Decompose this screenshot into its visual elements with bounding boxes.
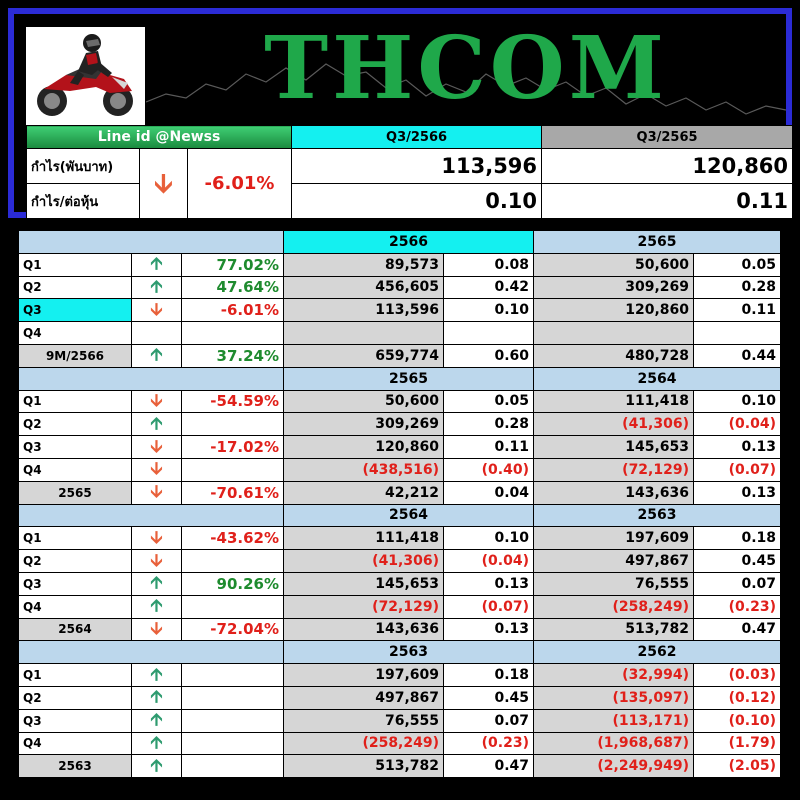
table-row: [19, 458, 781, 481]
table-row: [19, 276, 781, 299]
row-change-pct: -70.61%: [182, 481, 284, 504]
quarterly-table: [18, 230, 781, 778]
row-arrow: [132, 299, 182, 322]
arrow-down-icon: 🡫: [150, 550, 163, 571]
row-profit-a: 309,269: [284, 413, 444, 436]
arrow-up-icon: 🡩: [150, 732, 163, 753]
section-header: [19, 231, 781, 254]
row-profit-a: [284, 322, 444, 345]
row-label: Q2: [19, 686, 132, 709]
section-header-blank: [19, 231, 284, 254]
row-eps-a: 0.10: [444, 299, 534, 322]
row-label: Q2: [19, 413, 132, 436]
section-year-a: 2566: [284, 231, 534, 254]
row-eps-b: 0.05: [694, 253, 781, 276]
row-change-pct: [182, 550, 284, 573]
row-eps-a: 0.05: [444, 390, 534, 413]
brand-title-text: THCOM: [264, 17, 668, 119]
row-eps-a: 0.47: [444, 755, 534, 778]
row-arrow: [132, 344, 182, 367]
row-label: Q1: [19, 664, 132, 687]
table-row: [19, 550, 781, 573]
row-profit-a: (438,516): [284, 458, 444, 481]
table-row: [19, 390, 781, 413]
profit-previous: 120,860: [542, 149, 793, 184]
summary-col-current: Q3/2566: [292, 126, 542, 149]
row-profit-a: 120,860: [284, 436, 444, 459]
row-label: Q3: [19, 436, 132, 459]
row-profit-b: (72,129): [534, 458, 694, 481]
row-profit-b: 145,653: [534, 436, 694, 459]
row-profit-a: 145,653: [284, 572, 444, 595]
arrow-up-icon: 🡩: [150, 664, 163, 685]
row-eps-a: 0.11: [444, 436, 534, 459]
line-id-label: Line id @Newss: [27, 126, 292, 149]
row-profit-a: (258,249): [284, 732, 444, 755]
row-profit-b: 197,609: [534, 527, 694, 550]
table-row: [19, 664, 781, 687]
row-change-pct: [182, 458, 284, 481]
row-arrow: [132, 436, 182, 459]
arrow-down-icon: 🡫: [150, 618, 163, 639]
row-profit-b: 480,728: [534, 344, 694, 367]
row-eps-b: (0.07): [694, 458, 781, 481]
table-row: [19, 709, 781, 732]
section-year-b: 2564: [534, 367, 781, 390]
summary-col-previous: Q3/2565: [542, 126, 793, 149]
row-eps-b: (0.04): [694, 413, 781, 436]
arrow-down-icon: 🡫: [150, 436, 163, 457]
row-change-pct: [182, 413, 284, 436]
table-row: [19, 344, 781, 367]
row-eps-a: (0.40): [444, 458, 534, 481]
eps-current: 0.10: [292, 184, 542, 219]
row-eps-b: (0.03): [694, 664, 781, 687]
row-arrow: [132, 481, 182, 504]
arrow-down-icon: 🡫: [150, 299, 163, 320]
row-profit-b: (32,994): [534, 664, 694, 687]
row-eps-b: 0.11: [694, 299, 781, 322]
row-arrow: [132, 276, 182, 299]
row-eps-b: 0.13: [694, 481, 781, 504]
arrow-up-icon: 🡩: [150, 345, 163, 366]
table-row: [19, 595, 781, 618]
row-arrow: [132, 618, 182, 641]
section-header: [19, 367, 781, 390]
row-eps-b: 0.28: [694, 276, 781, 299]
row-profit-a: 89,573: [284, 253, 444, 276]
row-profit-a: (72,129): [284, 595, 444, 618]
table-row: [19, 253, 781, 276]
row-profit-b: (258,249): [534, 595, 694, 618]
row-arrow: [132, 732, 182, 755]
row-label: Q3: [19, 299, 132, 322]
row-eps-a: 0.10: [444, 527, 534, 550]
row-arrow: [132, 253, 182, 276]
section-year-b: 2565: [534, 231, 781, 254]
arrow-down-icon: 🡫: [150, 459, 163, 480]
row-label: 2564: [19, 618, 132, 641]
table-row: [19, 732, 781, 755]
row-profit-b: 309,269: [534, 276, 694, 299]
table-row: [19, 755, 781, 778]
table-row: [19, 618, 781, 641]
row-label: Q4: [19, 458, 132, 481]
row-eps-b: [694, 322, 781, 345]
section-year-b: 2562: [534, 641, 781, 664]
row-arrow: [132, 322, 182, 345]
summary-arrow: [140, 149, 188, 219]
header-panel: [8, 8, 792, 218]
row-eps-b: 0.44: [694, 344, 781, 367]
row-profit-b: [534, 322, 694, 345]
row-label: Q3: [19, 709, 132, 732]
row-profit-b: 513,782: [534, 618, 694, 641]
row-profit-b: 76,555: [534, 572, 694, 595]
arrow-down-icon: 🡫: [150, 527, 163, 548]
section-header-blank: [19, 367, 284, 390]
row-profit-a: 50,600: [284, 390, 444, 413]
row-profit-b: (41,306): [534, 413, 694, 436]
arrow-up-icon: 🡩: [150, 755, 163, 776]
arrow-up-icon: 🡩: [150, 276, 163, 297]
row-change-pct: 37.24%: [182, 344, 284, 367]
row-label: Q4: [19, 595, 132, 618]
row-label: 2563: [19, 755, 132, 778]
row-eps-a: 0.13: [444, 618, 534, 641]
row-profit-a: 143,636: [284, 618, 444, 641]
row-eps-b: (2.05): [694, 755, 781, 778]
row-arrow: [132, 572, 182, 595]
table-row: [19, 481, 781, 504]
row-profit-b: (135,097): [534, 686, 694, 709]
row-change-pct: -72.04%: [182, 618, 284, 641]
row-arrow: [132, 550, 182, 573]
row-change-pct: -54.59%: [182, 390, 284, 413]
arrow-up-icon: 🡩: [150, 687, 163, 708]
row-eps-a: 0.08: [444, 253, 534, 276]
profit-label: กำไร(พันบาท): [27, 149, 140, 184]
arrow-up-icon: 🡩: [150, 413, 163, 434]
section-header-blank: [19, 641, 284, 664]
row-eps-b: (0.10): [694, 709, 781, 732]
eps-label: กำไร/ต่อหุ้น: [27, 184, 140, 219]
row-arrow: [132, 686, 182, 709]
row-eps-a: 0.04: [444, 481, 534, 504]
eps-previous: 0.11: [542, 184, 793, 219]
row-change-pct: -6.01%: [182, 299, 284, 322]
arrow-up-icon: 🡩: [150, 254, 163, 275]
row-profit-a: 513,782: [284, 755, 444, 778]
row-eps-a: 0.60: [444, 344, 534, 367]
row-eps-a: (0.04): [444, 550, 534, 573]
row-arrow: [132, 664, 182, 687]
row-change-pct: -17.02%: [182, 436, 284, 459]
row-change-pct: [182, 664, 284, 687]
row-eps-b: 0.47: [694, 618, 781, 641]
row-label: Q4: [19, 732, 132, 755]
row-change-pct: [182, 732, 284, 755]
row-profit-b: 111,418: [534, 390, 694, 413]
section-header: [19, 504, 781, 527]
profit-current: 113,596: [292, 149, 542, 184]
row-profit-a: 76,555: [284, 709, 444, 732]
motorcycle-rider-logo: [26, 27, 145, 125]
table-row: [19, 413, 781, 436]
row-profit-a: 111,418: [284, 527, 444, 550]
row-change-pct: [182, 709, 284, 732]
row-eps-b: 0.07: [694, 572, 781, 595]
row-profit-a: 42,212: [284, 481, 444, 504]
row-label: 2565: [19, 481, 132, 504]
arrow-down-icon: 🡫: [150, 390, 163, 411]
section-year-b: 2563: [534, 504, 781, 527]
row-arrow: [132, 390, 182, 413]
table-row: [19, 527, 781, 550]
row-eps-a: (0.07): [444, 595, 534, 618]
table-row: [19, 299, 781, 322]
row-label: Q1: [19, 390, 132, 413]
row-profit-b: 120,860: [534, 299, 694, 322]
row-eps-b: (0.12): [694, 686, 781, 709]
row-eps-a: [444, 322, 534, 345]
table-row: [19, 686, 781, 709]
section-year-a: 2565: [284, 367, 534, 390]
row-label: 9M/2566: [19, 344, 132, 367]
table-row: [19, 436, 781, 459]
row-arrow: [132, 709, 182, 732]
summary-change-pct: -6.01%: [188, 149, 292, 219]
row-eps-a: 0.28: [444, 413, 534, 436]
section-header: [19, 641, 781, 664]
row-change-pct: 47.64%: [182, 276, 284, 299]
row-profit-b: (1,968,687): [534, 732, 694, 755]
row-profit-b: 50,600: [534, 253, 694, 276]
row-eps-a: 0.07: [444, 709, 534, 732]
row-arrow: [132, 527, 182, 550]
row-change-pct: 77.02%: [182, 253, 284, 276]
row-label: Q3: [19, 572, 132, 595]
row-label: Q2: [19, 550, 132, 573]
row-change-pct: [182, 322, 284, 345]
arrow-down-icon: 🡫: [154, 168, 173, 199]
section-header-blank: [19, 504, 284, 527]
row-eps-b: 0.13: [694, 436, 781, 459]
row-profit-a: 197,609: [284, 664, 444, 687]
row-eps-b: 0.10: [694, 390, 781, 413]
section-year-a: 2563: [284, 641, 534, 664]
row-label: Q1: [19, 253, 132, 276]
row-eps-b: (0.23): [694, 595, 781, 618]
row-profit-a: 456,605: [284, 276, 444, 299]
row-change-pct: [182, 686, 284, 709]
table-row: [19, 572, 781, 595]
row-profit-a: 113,596: [284, 299, 444, 322]
row-eps-b: 0.45: [694, 550, 781, 573]
row-arrow: [132, 595, 182, 618]
row-eps-a: (0.23): [444, 732, 534, 755]
arrow-up-icon: 🡩: [150, 573, 163, 594]
table-row: [19, 322, 781, 345]
arrow-down-icon: 🡫: [150, 482, 163, 503]
row-eps-b: (1.79): [694, 732, 781, 755]
section-year-a: 2564: [284, 504, 534, 527]
row-eps-a: 0.42: [444, 276, 534, 299]
row-profit-b: (2,249,949): [534, 755, 694, 778]
row-arrow: [132, 755, 182, 778]
row-arrow: [132, 458, 182, 481]
arrow-up-icon: 🡩: [150, 596, 163, 617]
row-eps-a: 0.45: [444, 686, 534, 709]
row-label: Q4: [19, 322, 132, 345]
row-profit-b: 143,636: [534, 481, 694, 504]
row-arrow: [132, 413, 182, 436]
row-change-pct: -43.62%: [182, 527, 284, 550]
row-eps-a: 0.13: [444, 572, 534, 595]
row-label: Q1: [19, 527, 132, 550]
summary-table: [26, 125, 793, 219]
row-profit-b: 497,867: [534, 550, 694, 573]
row-profit-a: (41,306): [284, 550, 444, 573]
arrow-up-icon: 🡩: [150, 710, 163, 731]
row-eps-b: 0.18: [694, 527, 781, 550]
row-change-pct: 90.26%: [182, 572, 284, 595]
row-label: Q2: [19, 276, 132, 299]
row-profit-b: (113,171): [534, 709, 694, 732]
row-eps-a: 0.18: [444, 664, 534, 687]
row-profit-a: 659,774: [284, 344, 444, 367]
row-change-pct: [182, 755, 284, 778]
row-profit-a: 497,867: [284, 686, 444, 709]
row-change-pct: [182, 595, 284, 618]
